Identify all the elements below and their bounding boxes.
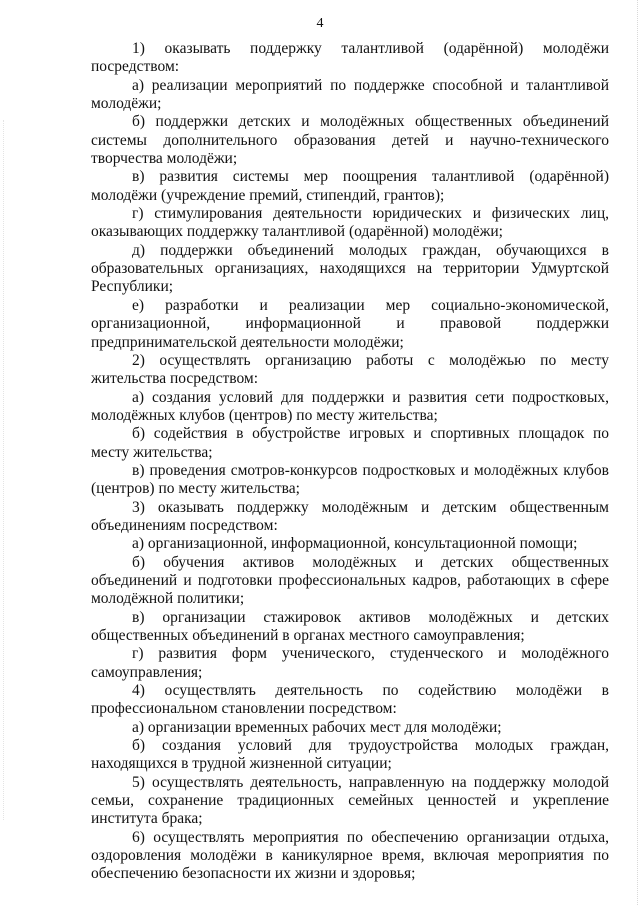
document-body: [91, 40, 609, 884]
paragraph-3g: г) развития форм ученического, студенческого и молодёжного самоуправления;: [91, 645, 609, 681]
paragraph-1d: д) поддержки объединений молодых граждан, обучающихся в образовательных организациях, находящихся на территории Удмуртской Республики;: [91, 241, 609, 296]
paragraph-1b: б) поддержки детских и молодёжных общественных объединений системы дополнительного образования детей и научно-технического творчества молодёжи;: [91, 113, 609, 168]
paragraph-2b: б) содействия в обустройстве игровых и спортивных площадок по месту жительства;: [91, 425, 609, 461]
paragraph-6: 6) осуществлять мероприятия по обеспечению организации отдыха, оздоровления молодёжи в каникулярное время, включая мероприятия по обеспечению безопасности их жизни и здоровья;: [91, 828, 609, 883]
paragraph-3a: а) организационной, информационной, консультационной помощи;: [132, 535, 578, 553]
paragraph-3v: в) организации стажировок активов молодёжных и детских общественных объединений в органах местного самоуправления;: [91, 608, 609, 644]
paragraph-1a: а) реализации мероприятий по поддержке способной и талантливой молодёжи;: [91, 76, 609, 113]
paragraph-4a: а) организации временных рабочих мест для молодёжи;: [132, 718, 502, 736]
paragraph-5: 5) осуществлять деятельность, направленную на поддержку молодой семьи, сохранение традиционных семейных ценностей и укрепление института брака;: [91, 773, 609, 828]
paragraph-4b: б) создания условий для трудоустройства молодых граждан, находящихся в трудной жизненной ситуации;: [91, 737, 609, 773]
paragraph-4: 4) осуществлять деятельность по содействию молодёжи в профессиональном становлении посредством:: [91, 682, 609, 718]
paragraph-3: 3) оказывать поддержку молодёжным и детским общественным объединениям посредством:: [91, 498, 609, 534]
paragraph-2: 2) осуществлять организацию работы с молодёжью по месту жительства посредством:: [91, 351, 609, 388]
paragraph-1v: в) развития системы мер поощрения талантливой (одарённой) молодёжи (учреждение премий, стипендий, грантов);: [91, 168, 609, 204]
scan-edge-left: [3, 120, 5, 820]
paragraph-2a: а) создания условий для поддержки и развития сети подростковых, молодёжных клубов (центров) по месту жительства;: [91, 388, 609, 424]
scan-edge-right: [636, 0, 638, 905]
paragraph-1: 1) оказывать поддержку талантливой (одарённой) молодёжи посредством:: [91, 40, 609, 76]
paragraph-1g: г) стимулирования деятельности юридических и физических лиц, оказывающих поддержку талантливой (одарённой) молодёжи;: [91, 205, 609, 241]
paragraph-3b: б) обучения активов молодёжных и детских общественных объединений и подготовки профессиональных кадров, работающих в сфере молодёжной политики;: [91, 553, 609, 608]
page-number: 4: [316, 16, 324, 31]
paragraph-2v: в) проведения смотров-конкурсов подростковых и молодёжных клубов (центров) по месту жительства;: [91, 461, 609, 498]
paragraph-1e: е) разработки и реализации мер социально-экономической, организационной, информационной и правовой поддержки предпринимательской деятельности молодёжи;: [91, 296, 609, 351]
